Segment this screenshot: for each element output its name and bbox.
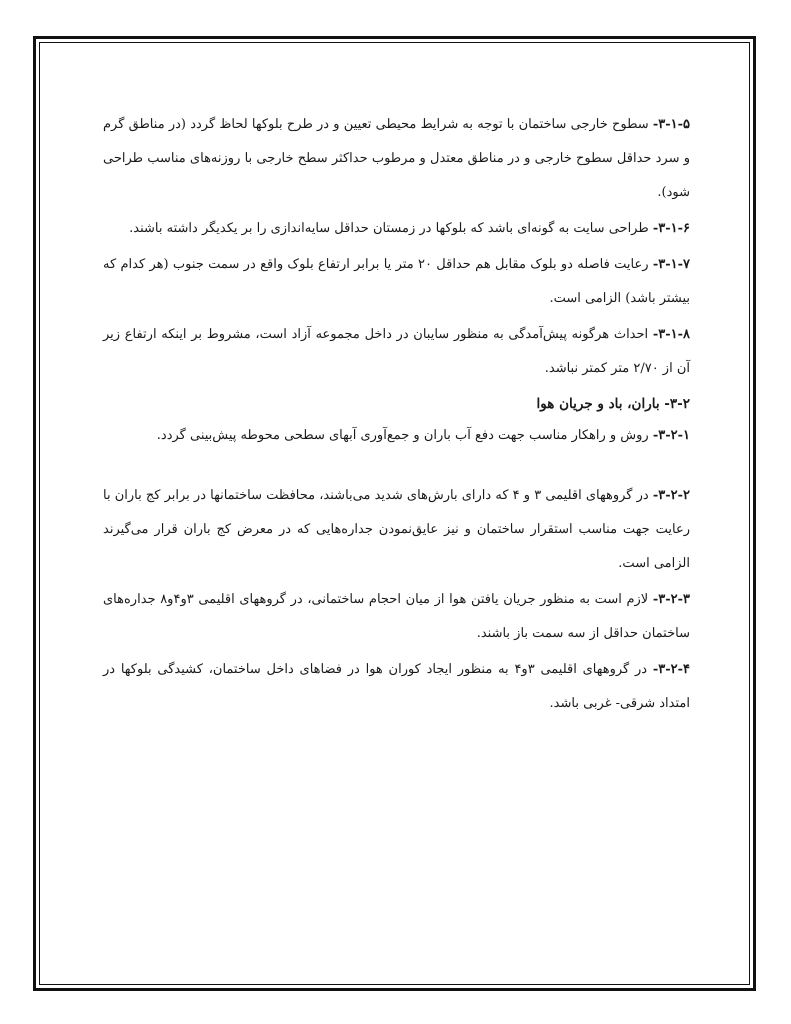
clause-text: احداث هرگونه پیش‌آمدگی به منظور سایبان در داخل مجموعه آزاد است، مشروط بر اینکه ارتفاع زیر آن از ۲/۷۰ متر کمتر نباشد. — [103, 327, 690, 376]
clause-text: در گروههای اقلیمی ۳ و ۴ که دارای بارش‌های شدید می‌باشند، محافظت ساختمانها در برابر کج باران با رعایت جهت مناسب استقرار ساختمان و نیز عایق‌نمودن جداره‌هایی که در معرض کج باران قرار می‌گیرند الزامی است. — [103, 488, 690, 571]
clause-number: ۳-۱-۶- — [652, 221, 690, 236]
clause-number: ۳-۱-۸- — [652, 327, 690, 342]
clause-text: طراحی سایت به گونه‌ای باشد که بلوکها در زمستان حداقل سایه‌اندازی را بر یکدیگر داشته باشند. — [129, 221, 653, 236]
clause-3-1-7 — [103, 248, 690, 316]
clause-3-1-8 — [103, 318, 690, 386]
clause-number: ۳-۱-۵- — [652, 117, 690, 132]
section-heading: ۳-۲- باران، باد و جریان هوا — [536, 396, 690, 412]
clause-3-2-4 — [103, 653, 690, 721]
clause-text: رعایت فاصله دو بلوک مقابل هم حداقل ۲۰ متر یا برابر ارتفاع بلوک واقع در سمت جنوب (هر کدام که بیشتر باشد) الزامی است. — [103, 257, 690, 306]
document-body — [103, 108, 690, 721]
clause-3-2-1 — [103, 419, 690, 453]
clause-number: ۳-۲-۳- — [652, 592, 690, 607]
blank-space — [103, 453, 690, 479]
clause-number: ۳-۱-۷- — [652, 257, 690, 272]
clause-text: لازم است به منظور جریان یافتن هوا از میان احجام ساختمانی، در گروههای اقلیمی ۳و۴و۸ جداره‌های ساختمان حداقل از سه سمت باز باشند. — [103, 592, 690, 641]
clause-3-1-5 — [103, 108, 690, 210]
clause-number: ۳-۲-۱- — [652, 428, 690, 443]
clause-text: در گروههای اقلیمی ۳و۴ به منظور ایجاد کوران هوا در فضاهای داخل ساختمان، کشیدگی بلوکها در امتداد شرقی- غربی باشد. — [103, 662, 690, 711]
clause-text: روش و راهکار مناسب جهت دفع آب باران و جمع‌آوری آبهای سطحی محوطه پیش‌بینی گردد. — [156, 428, 653, 443]
clause-number: ۳-۲-۴- — [652, 662, 690, 677]
clause-3-1-6 — [103, 212, 690, 246]
clause-3-2-3 — [103, 583, 690, 651]
clause-text: سطوح خارجی ساختمان با توجه به شرایط محیطی تعیین و در طرح بلوکها لحاظ گردد (در مناطق گرم و سرد حداقل سطوح خارجی و در مناطق معتدل و مرطوب حداکثر سطح خارجی با روزنه‌های مناسب طراحی شود). — [103, 117, 690, 200]
clause-3-2-2 — [103, 479, 690, 581]
clause-number: ۳-۲-۲- — [652, 488, 690, 503]
